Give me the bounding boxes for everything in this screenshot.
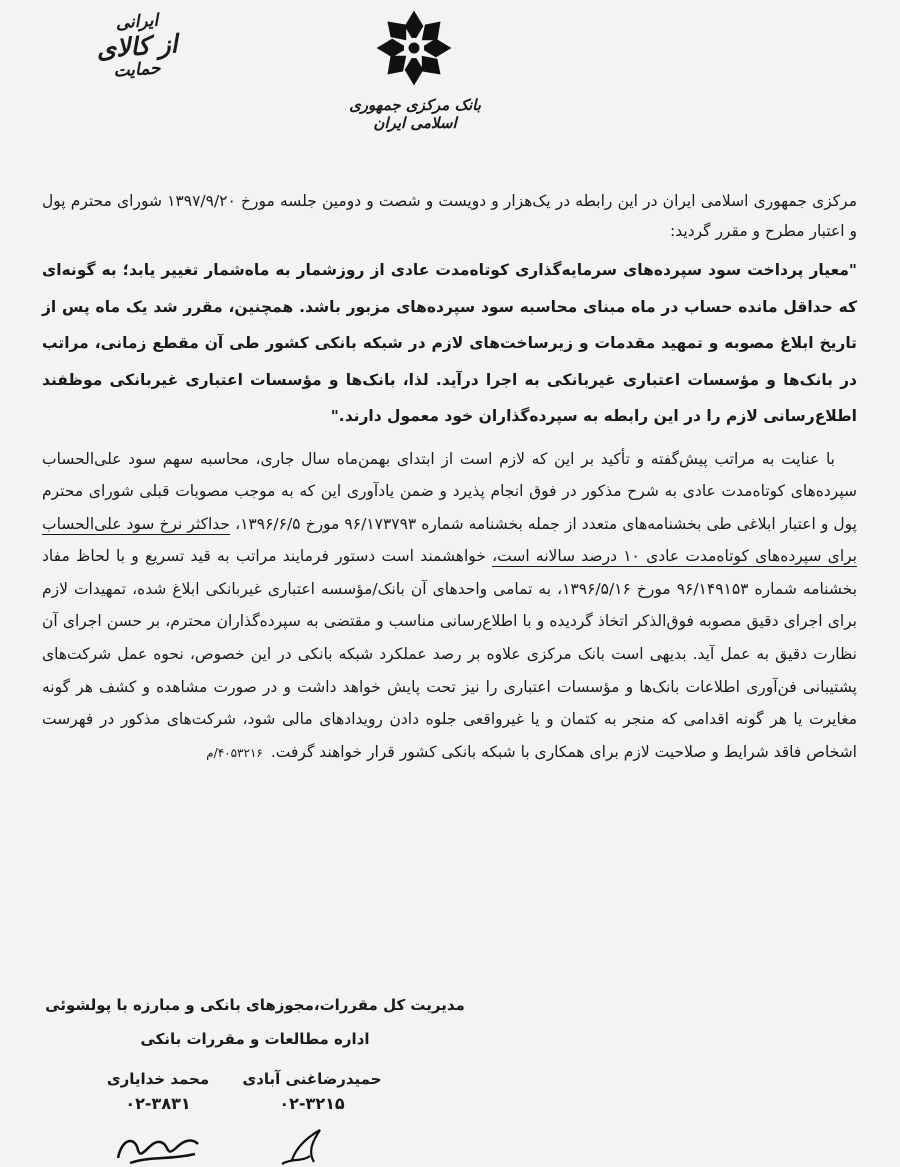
signatory-2-phone: ۰۲-۳۸۳۱ bbox=[125, 1094, 191, 1113]
signatory-1-name: حمیدرضاغنی آبادی bbox=[242, 1070, 382, 1088]
main-paragraph-part-2: خواهشمند است دستور فرمایند مراتب به قید تسریع و با لحاظ مفاد بخشنامه شماره ۹۶/۱۴۹۱۵۳ مورخ ۱۳۹۶/۵/۱۶، به تمامی واحدهای آن بانک/مؤسسه اعتباری غیربانکی ابلاغ شده، تمهیدات لازم برای اجرای دقیق مصوبه فوق‌الذکر اتخاذ گردیده و با اطلاع‌رسانی مناسب و مقتضی به سپرده‌گذاران محترم، بر حسن اجرای آن نظارت دقیق به عمل آید. بدیهی است بانک مرکزی علاوه بر رصد عملکرد شبکه بانکی در این خصوص، نحوه عمل شرکت‌های پشتیبانی فن‌آوری اطلاعات بانک‌ها و مؤسسات اعتباری را نیز تحت پایش خواهد داشت و در صورت مشاهده و کشف هر گونه مغایرت یا هر گونه اقدامی که منجر به کتمان و یا غیرواقعی جلوه دادن رویدادهای مالی شود، شرکت‌های مذکور در فهرست اشخاص فاقد شرایط و صلاحیت لازم برای همکاری با شبکه بانکی کشور قرار خواهند گرفت. bbox=[42, 547, 858, 761]
central-bank-emblem-icon bbox=[375, 8, 453, 88]
management-line-1: مدیریت کل مقررات،مجوزهای بانکی و مبارزه با پولشوئی bbox=[45, 996, 465, 1014]
underlined-rate-clause: حداکثر نرخ سود علی‌الحساب برای سپرده‌های کوتاه‌مدت عادی ۱۰ درصد سالانه است، bbox=[42, 514, 857, 566]
signatory-1 bbox=[232, 1070, 392, 1113]
signature-2-scribble-icon bbox=[110, 1128, 205, 1167]
signatory-1-phone: ۰۲-۳۲۱۵ bbox=[279, 1094, 345, 1113]
slogan-line-1: ایرانی bbox=[115, 10, 159, 34]
slogan bbox=[92, 10, 182, 114]
signature-1-scribble-icon bbox=[262, 1118, 342, 1167]
reference-code: ۴۰۵۳۲۱۶/م bbox=[206, 745, 263, 760]
management-line-2: اداره مطالعات و مقررات بانکی bbox=[140, 1030, 370, 1048]
resolution-quote: "معیار پرداخت سود سپرده‌های سرمایه‌گذاری کوتاه‌مدت عادی از روزشمار به ماه‌شمار تغییر یابد؛ به گونه‌ای که حداقل مانده حساب در ماه مبنای محاسبه سود سپرده‌های مزبور باشد. همچنین، مقرر شد یک ماه پس از تاریخ ابلاغ مصوبه و تمهید مقدمات و زیرساخت‌های لازم در شبکه بانکی کشور طی آن مقطع زمانی، مراتب در بانک‌ها و مؤسسات اعتباری غیربانکی به اجرا درآید. لذا، بانک‌ها و مؤسسات اعتباری غیربانکی موظفند اطلاع‌رسانی لازم را در این رابطه به سپرده‌گذاران خود معمول دارند." bbox=[42, 261, 857, 425]
letter-body bbox=[42, 186, 857, 769]
bank-name: بانک مرکزی جمهوری اسلامی ایران bbox=[349, 96, 481, 132]
main-paragraph-part-1: با عنایت به مراتب پیش‌گفته و تأکید بر این که لازم است از ابتدای بهمن‌ماه سال جاری، محاسبه سهم سود علی‌الحساب سپرده‌های کوتاه‌مدت عادی به شرح مذکور در فوق انجام پذیرد و ضمن یادآوری این که به موجب مصوبات قبلی شورای محترم پول و اعتبار ابلاغی طی بخشنامه‌های متعدد از جمله بخشنامه شماره ۹۶/۱۷۳۷۹۳ مورخ ۱۳۹۶/۶/۵، bbox=[42, 449, 858, 533]
signatory-2-name: محمد خدایاری bbox=[106, 1070, 210, 1088]
signatory-2 bbox=[88, 1070, 228, 1113]
intro-paragraph: مرکزی جمهوری اسلامی ایران در این رابطه در یک‌هزار و دویست و شصت و دومین جلسه مورخ ۱۳۹۷/۹/۲۰ شورای محترم پول و اعتبار مطرح و مقرر گردید: bbox=[42, 192, 857, 240]
slogan-line-2: از کالای bbox=[95, 29, 179, 64]
main-paragraph bbox=[42, 443, 857, 770]
management-block bbox=[40, 988, 470, 1056]
slogan-line-3: حمایت bbox=[112, 58, 162, 82]
